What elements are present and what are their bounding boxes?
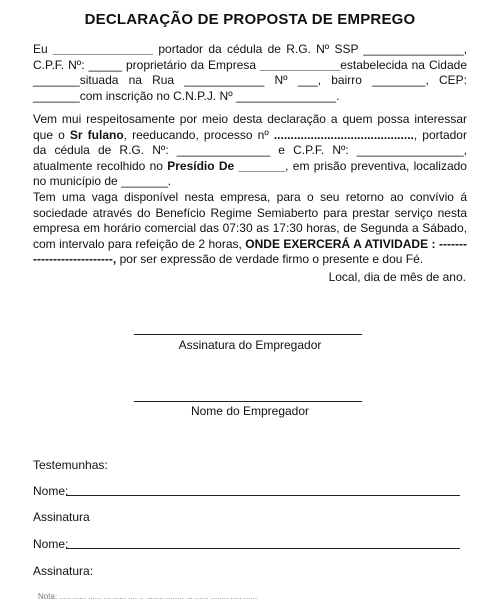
witness-2-name-label: Nome: <box>33 537 69 551</box>
text: estabelecida na Cidade <box>340 57 467 72</box>
blank-cpf: _____ <box>88 57 122 72</box>
blank-rg: ______________ <box>176 143 271 158</box>
blank-number: ___ <box>297 73 318 88</box>
text: com inscrição no C.N.P.J. Nº <box>79 88 233 103</box>
person-name: Sr fulano <box>69 127 124 142</box>
text: , reeducando, processo nº <box>123 127 269 142</box>
employer-name-label: Nome do Empregador <box>190 404 310 418</box>
paragraph-declaration <box>33 112 467 190</box>
text: portador da cédula de R.G. Nº SSP <box>158 42 359 56</box>
paragraph-employer-identification <box>33 42 467 104</box>
text: , CEP: <box>425 73 467 88</box>
text: , bairro <box>317 73 362 88</box>
blank-cpf: ________________ <box>356 143 464 158</box>
activity-blank: ONDE EXERCERÁ A ATIVIDADE : ---------------------------, <box>33 236 467 267</box>
text: situada na Rua <box>79 73 175 88</box>
witnesses-label: Testemunhas: <box>33 458 108 472</box>
witness-2-name-line <box>66 548 460 549</box>
blank-district: ________ <box>372 73 426 88</box>
witness-1-name-line <box>66 495 460 496</box>
blank-name: _______________ <box>52 42 154 56</box>
witness-1-name-label: Nome: <box>33 484 69 498</box>
blank-street: ____________ <box>184 73 265 88</box>
footnote: Nota: ..... ...... ...... ... ...... .... .. ........ ........ ... ...... ........ ..... ...... <box>38 592 258 601</box>
blank-company: ____________ <box>260 57 341 72</box>
document-title: DECLARAÇÃO DE PROPOSTA DE EMPREGO <box>84 11 416 28</box>
employer-signature-label: Assinatura do Empregador <box>178 338 322 352</box>
text: e C.P.F. Nº: <box>278 143 349 158</box>
witness-2-signature-label: Assinatura: <box>33 564 94 578</box>
witness-1-signature-label: Assinatura <box>33 510 90 524</box>
blank-city: _______ <box>33 73 80 88</box>
text: Nº <box>274 73 288 88</box>
text: Eu <box>33 42 48 56</box>
text: , em prisão preventiva, localizado no município de <box>33 158 467 189</box>
process-number-blank: .......................................... <box>273 127 414 142</box>
place-date: Local, dia de mês de ano. <box>328 270 466 284</box>
blank-prison: _______ <box>238 158 286 173</box>
employer-signature-line <box>134 334 362 335</box>
text: Tem uma vaga disponível nesta empresa, para o seu retorno ao convívio á sociedade através do Benefício Regime Semiaberto para prestar serviço nesta empresa em horário comercial das 07:30 as 17:30 horas, de Segunda a Sábado, com intervalo para refeição de 2 horas, <box>33 190 467 251</box>
text: proprietário da Empresa <box>125 57 257 72</box>
text: , C.P.F. Nº: <box>33 42 467 72</box>
employer-name-line <box>134 401 362 402</box>
text: , portador da cédula de R.G. Nº: <box>33 127 467 158</box>
text: por ser expressão de verdade firmo o presente e dou Fé. <box>119 252 424 267</box>
paragraph-job-offer <box>33 190 467 268</box>
blank-cep: _______ <box>33 88 80 103</box>
blank-municipality: _______ <box>121 174 168 189</box>
blank-cnpj: _______________ <box>235 88 337 103</box>
text: , atualmente recolhido no <box>33 143 467 173</box>
text: . <box>167 174 172 189</box>
prison-name: Presídio De <box>167 158 235 173</box>
blank-rg: _______________ <box>363 42 464 56</box>
text: Vem mui respeitosamente por meio desta declaração a quem possa interessar que o <box>33 112 467 142</box>
text: . <box>336 88 340 103</box>
